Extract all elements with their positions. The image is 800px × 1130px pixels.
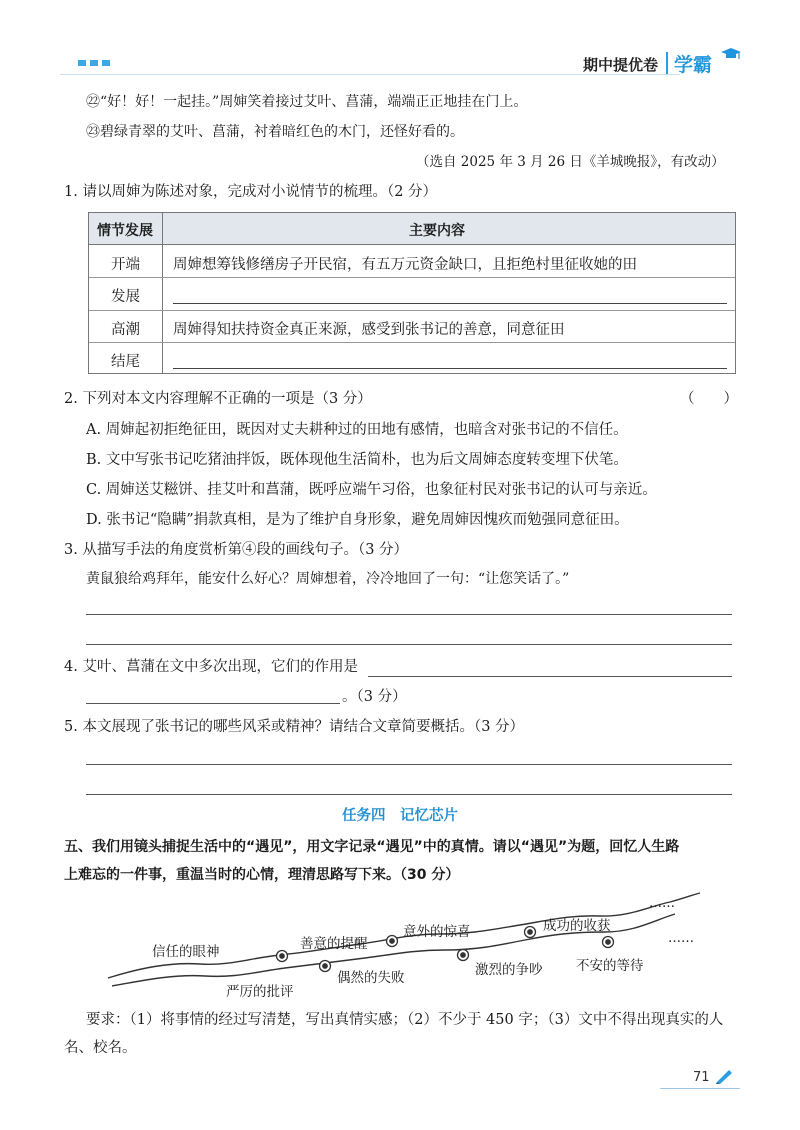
- table-stage-cell: 开端: [111, 257, 140, 273]
- question-5-stem: 5. 本文展现了张书记的哪些风采或精神？请结合文章简要概括。（3 分）: [64, 719, 525, 735]
- essay-requirements-line-1: 要求：（1）将事情的经过写清楚，写出真情实感；（2）不少于 450 字；（3）文中不得出现真实的人: [86, 1012, 724, 1028]
- table-content-cell: 周婶得知扶持资金真正来源，感受到张书记的善意，同意征田: [173, 322, 565, 338]
- table-header-stage: 情节发展: [97, 223, 153, 239]
- option-c: C. 周婶送艾糍饼、挂艾叶和菖蒲，既呼应端午习俗，也象征村民对张书记的认可与亲近。: [86, 482, 657, 498]
- essay-prompt-line-1: 五、我们用镜头捕捉生活中的“遇见”，用文字记录“遇见”中的真情。请以“遇见”为题，回忆人生路: [64, 839, 680, 855]
- table-stage-cell: 高潮: [111, 322, 140, 338]
- table-header-content: 主要内容: [409, 223, 465, 239]
- table-content-cell: 周婶想筹钱修缮房子开民宿，有五万元资金缺口，且拒绝村里征收她的田: [173, 257, 637, 273]
- path-label: 偶然的失败: [337, 970, 405, 986]
- path-label: 成功的收获: [543, 918, 611, 934]
- pencil-icon: [714, 1068, 734, 1084]
- path-label: 激烈的争吵: [475, 962, 543, 978]
- underlined-quote: 黄鼠狼给鸡拜年，能安什么好心？周婶想着，冷冷地回了一句：“让您笑话了。”: [86, 571, 570, 587]
- path-label: 严厉的批评: [226, 984, 294, 1000]
- path-label: 意外的惊喜: [403, 924, 471, 940]
- table-stage-cell: 结尾: [111, 354, 140, 370]
- option-b: B. 文中写张书记吃猪油拌饭，既体现他生活简朴，也为后文周婶态度转变埋下伏笔。: [86, 452, 628, 468]
- option-d: D. 张书记“隐瞒”捐款真相，是为了维护自身形象，避免周婶因愧疚而勉强同意征田。: [86, 512, 629, 528]
- table-stage-cell: 发展: [111, 289, 140, 305]
- section-title: 任务四 记忆芯片: [342, 808, 458, 824]
- path-label: 善意的提醒: [300, 936, 368, 952]
- source-citation: （选自 2025 年 3 月 26 日《羊城晚报》，有改动）: [416, 154, 725, 170]
- essay-prompt-line-2: 上难忘的一件事，重温当时的心情，理清思路写下来。（30 分）: [64, 867, 460, 883]
- header-title: 期中提优卷: [583, 56, 659, 74]
- brand-logo: 学霸: [674, 54, 713, 76]
- answer-paren[interactable]: （ ）: [680, 391, 738, 407]
- path-label: 信任的眼神: [152, 944, 220, 960]
- question-2-stem: 2. 下列对本文内容理解不正确的一项是（3 分）: [64, 391, 372, 407]
- path-ellipsis: ……: [668, 931, 694, 946]
- paragraph-22: ㉒“好！好！一起挂。”周婶笑着接过艾叶、菖蒲，端端正正地挂在门上。: [86, 94, 528, 110]
- question-4-tail: 。（3 分）: [342, 689, 407, 705]
- path-ellipsis: ……: [649, 896, 675, 911]
- question-4-stem: 4. 艾叶、菖蒲在文中多次出现，它们的作用是: [64, 659, 358, 675]
- footer-rule: [660, 1088, 740, 1089]
- question-1-stem: 1. 请以周婶为陈述对象，完成对小说情节的梳理。（2 分）: [64, 184, 438, 200]
- essay-requirements-line-2: 名、校名。: [64, 1040, 137, 1056]
- path-label: 不安的等待: [576, 958, 644, 974]
- page-number: 71: [693, 1070, 710, 1085]
- question-3-stem: 3. 从描写手法的角度赏析第④段的画线句子。（3 分）: [64, 542, 409, 558]
- paragraph-23: ㉓碧绿青翠的艾叶、菖蒲，衬着暗红色的木门，还怪好看的。: [86, 124, 464, 140]
- option-a: A. 周婶起初拒绝征田，既因对丈夫耕种过的田地有感情，也暗含对张书记的不信任。: [86, 422, 628, 438]
